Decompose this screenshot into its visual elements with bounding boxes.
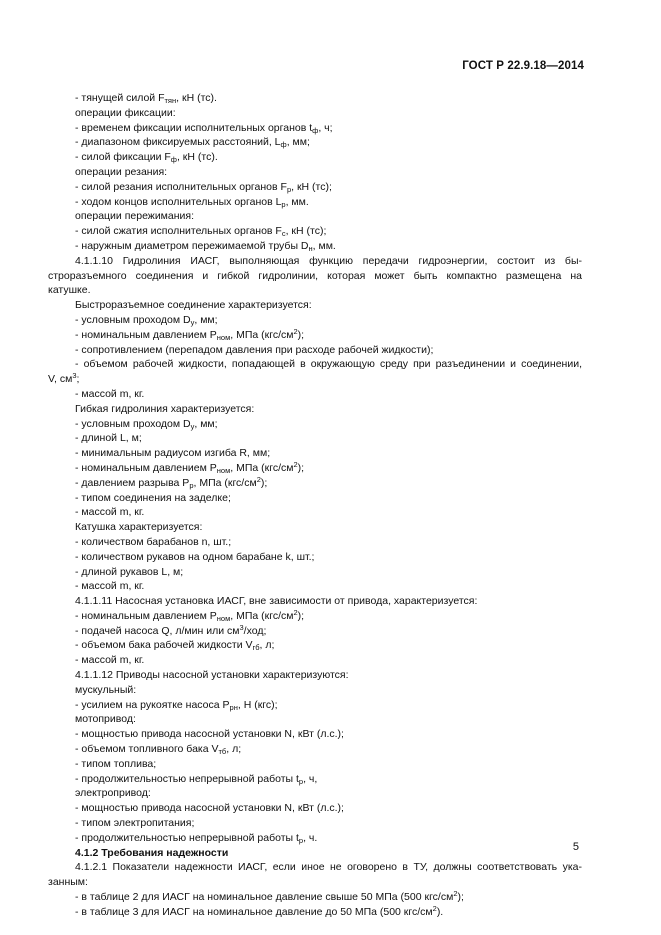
text-line: - давлением разрыва $P_р$, МПа $(кгс/см^2)$; (75, 474, 268, 490)
text-line: - подачей насоса Q, л/мин или $см^3$/ход; (75, 622, 267, 637)
paragraph-line: строразъемного соединения и гибкой гидролинии, которая может быть компактно размещена на (48, 269, 582, 282)
text-line: - продолжительностью непрерывной работы $t_р$, ч, (75, 772, 318, 786)
text-line: - длиной L, м; (75, 432, 142, 445)
section-heading: 4.1.2 Требования надежности (75, 846, 229, 859)
text-line: - массой m, кг. (75, 654, 145, 667)
text-line: - временем фиксации исполнительных органов $t_ф$, ч; (75, 121, 333, 135)
text-line: - массой m, кг. (75, 580, 145, 593)
paragraph-line: катушке. (48, 284, 91, 297)
text-line: - условным проходом $D_у$, мм; (75, 313, 218, 327)
text-line: электропривод: (75, 787, 151, 800)
text-line: - типом электропитания; (75, 817, 195, 830)
text-line: - мощностью привода насосной установки N, кВт (л.с.); (75, 728, 344, 741)
document-header: ГОСТ Р 22.9.18—2014 (462, 60, 584, 72)
text-line: - силой резания исполнительных органов $F_р$, кН (тс); (75, 180, 332, 194)
text-line: - тянущей силой $F_{тян}$, кН (тс). (75, 92, 217, 105)
text-line: - объемом топливного бака $V_{тб}$, л; (75, 743, 242, 757)
text-line: - количеством рукавов на одном барабане k, шт.; (75, 550, 315, 563)
text-line: - типом соединения на заделке; (75, 491, 231, 504)
text-line: мотопривод: (75, 713, 136, 726)
text-line: - номинальным давлением $P_{ном}$, МПа $(кгс/см^2)$; (75, 607, 305, 623)
text-line: - ходом концов исполнительных органов $L_р$, мм. (75, 195, 309, 209)
text-line: - сопротивлением (перепадом давления при расходе рабочей жидкости); (75, 343, 434, 356)
text-line: - условным проходом $D_у$, мм; (75, 417, 218, 431)
text-line: - мощностью привода насосной установки N, кВт (л.с.); (75, 802, 344, 815)
text-line: V, $см^3$; (48, 371, 80, 386)
text-line: операции резания: (75, 165, 168, 178)
text-line: - в таблице 2 для ИАСГ на номинальное давление свыше 50 МПа (500 кгс/$см^2$); (75, 889, 464, 904)
text-line: - массой m, кг. (75, 387, 145, 400)
paragraph-line: - объемом рабочей жидкости, попадающей в окружающую среду при разъединении и соединении, (75, 358, 582, 371)
paragraph-line: занным: (48, 876, 88, 889)
text-line: 4.1.1.12 Приводы насосной установки характеризуются: (75, 669, 349, 682)
text-line: - количеством барабанов n, шт.; (75, 535, 232, 548)
text-line: - номинальным давлением $P_{ном}$, МПа $(кгс/см^2)$; (75, 459, 305, 475)
text-line: - номинальным давлением $P_{ном}$, МПа $(кгс/см^2)$; (75, 326, 305, 342)
text-line: мускульный: (75, 683, 137, 696)
paragraph-line: 4.1.1.10 Гидролиния ИАСГ, выполняющая функцию передачи гидроэнергии, состоит из бы- (75, 254, 582, 267)
text-line: операции фиксации: (75, 106, 176, 119)
text-line: операции пережимания: (75, 210, 195, 223)
text-line: - типом топлива; (75, 757, 157, 770)
text-line: Гибкая гидролиния характеризуется: (75, 402, 255, 415)
text-line: - массой m, кг. (75, 506, 145, 519)
text-line: - силой фиксации $F_ф$, кН (тс). (75, 151, 218, 165)
document-body (48, 91, 582, 920)
text-line: - длиной рукавов L, м; (75, 565, 184, 578)
text-line: - диапазоном фиксируемых расстояний, $L_ф$, мм; (75, 136, 310, 150)
text-line: Катушка характеризуется: (75, 521, 203, 534)
text-line: Быстроразъемное соединение характеризуется: (75, 299, 312, 312)
text-line: - продолжительностью непрерывной работы $t_р$, ч. (75, 831, 318, 845)
paragraph-line: 4.1.2.1 Показатели надежности ИАСГ, если иное не оговорено в ТУ, должны соответствовать ука- (75, 861, 582, 874)
text-line: - силой сжатия исполнительных органов $F_с$, кН (тс); (75, 225, 327, 239)
text-line: 4.1.1.11 Насосная установка ИАСГ, вне зависимости от привода, характеризуется: (75, 595, 478, 608)
text-line: - в таблице 3 для ИАСГ на номинальное давление до 50 МПа (500 кгс/$см^2$). (75, 903, 444, 918)
text-line: - объемом бака рабочей жидкости $V_{гб}$, л; (75, 639, 275, 653)
text-line: - наружным диаметром пережимаемой трубы $D_н$, мм. (75, 239, 336, 253)
page-number: 5 (572, 841, 579, 853)
text-line: - усилием на рукоятке насоса $P_{рн}$, Н (кгс); (75, 698, 278, 712)
text-line: - минимальным радиусом изгиба R, мм; (75, 447, 271, 460)
